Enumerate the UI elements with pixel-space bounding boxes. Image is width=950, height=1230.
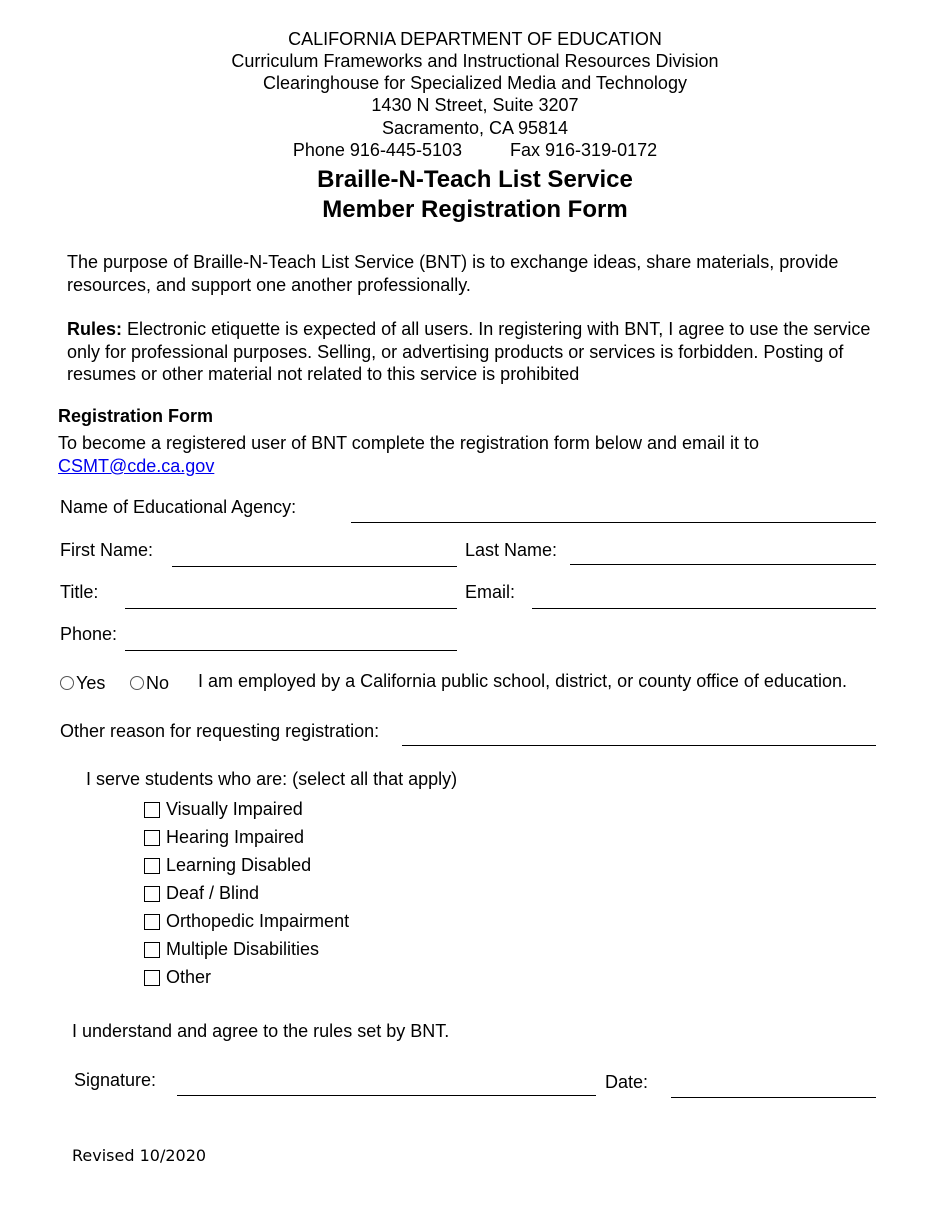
rules-paragraph (67, 318, 897, 386)
radio-no-circle[interactable] (130, 676, 144, 690)
header-division: Curriculum Frameworks and Instructional Resources Division (231, 51, 719, 71)
header-fax: Fax 916-319-0172 (510, 140, 658, 160)
rules-label: Rules: (67, 319, 123, 339)
last-name-label: Last Name: (465, 540, 558, 560)
phone-label: Phone: (60, 624, 118, 644)
option-label: Learning Disabled (166, 855, 312, 875)
header-agency: CALIFORNIA DEPARTMENT OF EDUCATION (288, 29, 662, 49)
title-field[interactable] (125, 608, 457, 609)
agency-label: Name of Educational Agency: (60, 497, 297, 517)
rules-text: Electronic etiquette is expected of all users. In registering with BNT, I agree to use the service only for professional purposes. Selling, or advertising products or services is forbidden. Posting of resumes or other material not related to this service is prohibited (67, 319, 871, 384)
header-office: Clearinghouse for Specialized Media and Technology (263, 73, 687, 93)
signature-label: Signature: (74, 1070, 157, 1090)
option-label: Visually Impaired (166, 799, 303, 819)
checkbox-other[interactable] (144, 970, 160, 986)
checkbox-hearing-impaired[interactable] (144, 830, 160, 846)
phone-field[interactable] (125, 650, 457, 651)
radio-no-label: No (146, 673, 170, 693)
option-label: Deaf / Blind (166, 883, 260, 903)
date-field[interactable] (671, 1097, 876, 1098)
form-title-line2: Member Registration Form (322, 196, 628, 223)
checkbox-multiple-disabilities[interactable] (144, 942, 160, 958)
agency-field[interactable] (351, 522, 876, 523)
header-city: Sacramento, CA 95814 (381, 118, 569, 138)
other-reason-field[interactable] (402, 745, 876, 746)
first-name-field[interactable] (172, 566, 457, 567)
signature-field[interactable] (177, 1095, 596, 1096)
purpose-paragraph: The purpose of Braille-N-Teach List Service (BNT) is to exchange ideas, share materials, provide resources, and support one another professionally. (67, 252, 839, 295)
email-field[interactable] (532, 608, 876, 609)
radio-yes-label: Yes (76, 673, 106, 693)
revision-note: Revised 10/2020 (72, 1146, 207, 1165)
radio-yes-circle[interactable] (60, 676, 74, 690)
students-prompt: I serve students who are: (select all that apply) (86, 769, 458, 789)
agreement-text: I understand and agree to the rules set by BNT. (72, 1021, 450, 1041)
header-phone: Phone 916-445-5103 (292, 140, 463, 160)
first-name-label: First Name: (60, 540, 154, 560)
option-label: Orthopedic Impairment (166, 911, 350, 931)
header-street: 1430 N Street, Suite 3207 (371, 95, 579, 115)
option-label: Hearing Impaired (166, 827, 305, 847)
date-label: Date: (605, 1072, 649, 1092)
checkbox-visually-impaired[interactable] (144, 802, 160, 818)
checkbox-learning-disabled[interactable] (144, 858, 160, 874)
checkbox-deaf-blind[interactable] (144, 886, 160, 902)
last-name-field[interactable] (570, 564, 876, 565)
option-label: Other (166, 967, 212, 987)
other-reason-label: Other reason for requesting registration: (60, 721, 380, 741)
checkbox-orthopedic-impairment[interactable] (144, 914, 160, 930)
title-label: Title: (60, 582, 99, 602)
employment-statement: I am employed by a California public school, district, or county office of education. (198, 671, 848, 691)
radio-yes[interactable] (60, 672, 105, 694)
registration-heading: Registration Form (58, 406, 214, 426)
radio-no[interactable] (130, 672, 169, 694)
header-contact (0, 139, 950, 161)
form-title-line1: Braille-N-Teach List Service (317, 166, 633, 193)
option-label: Multiple Disabilities (166, 939, 320, 959)
email-link[interactable]: CSMT@cde.ca.gov (58, 456, 215, 476)
registration-instructions: To become a registered user of BNT complete the registration form below and email it to (58, 433, 760, 453)
email-label: Email: (465, 582, 516, 602)
